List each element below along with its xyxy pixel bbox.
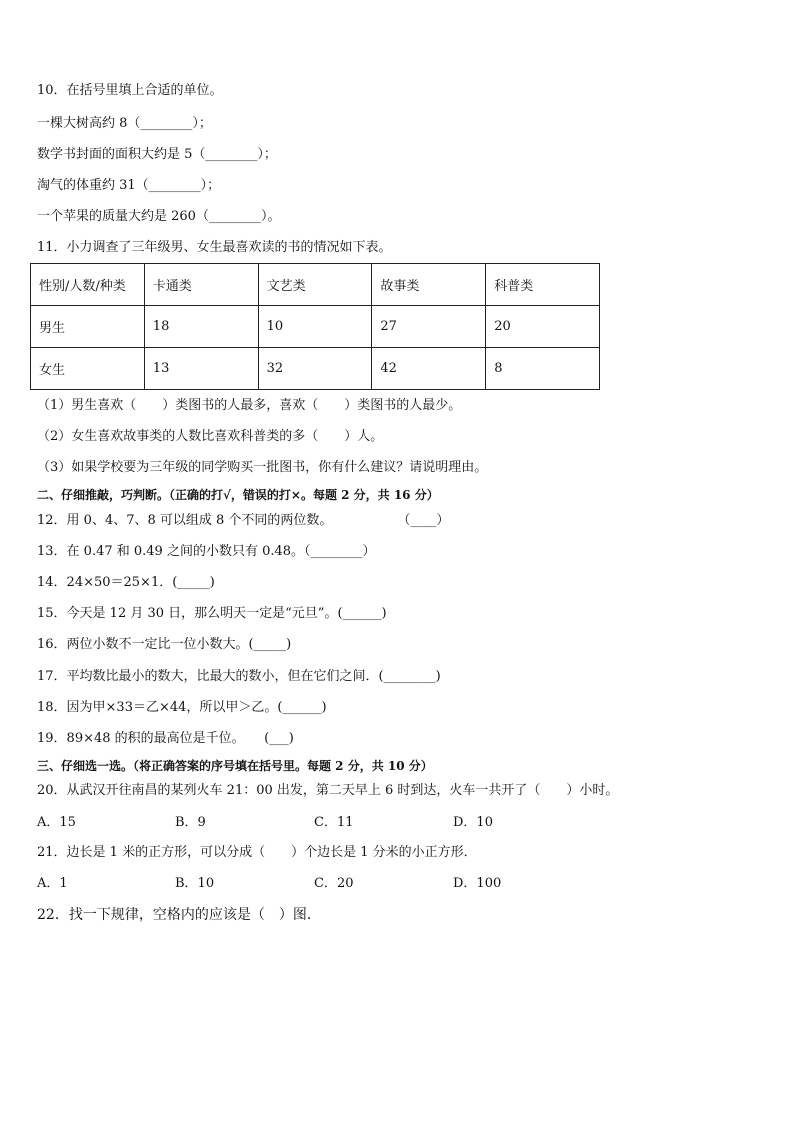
section3-heading: 三、仔细选一选。（将正确答案的序号填在括号里。每题 2 分，共 10 分） [37, 759, 433, 773]
q18: 18．因为甲×33＝乙×44，所以甲＞乙。(______) [37, 700, 327, 715]
table-cell: 男生 [31, 306, 145, 348]
q19: 19．89×48 的积的最高位是千位。 (___) [37, 731, 294, 746]
table-header-row [31, 264, 600, 306]
q20-option-a: A．15 [37, 815, 76, 830]
q21-option-a: A．1 [37, 876, 68, 891]
table-header-cell: 科普类 [486, 264, 600, 306]
table-row [31, 348, 600, 390]
q20-option-c: C．11 [314, 815, 354, 830]
q11-sub-1: （1）男生喜欢（ ）类图书的人最多，喜欢（ ）类图书的人最少。 [37, 398, 462, 413]
q15: 15．今天是 12 月 30 日，那么明天一定是“元旦”。(______) [37, 606, 387, 621]
q10-item-1: 一棵大树高约 8（________）； [37, 116, 212, 131]
table-cell: 42 [372, 348, 486, 390]
q10-item-3: 淘气的体重约 31（________）； [37, 178, 221, 193]
q11-sub-3: （3）如果学校要为三年级的同学购买一批图书，你有什么建议？请说明理由。 [37, 460, 488, 475]
q21-option-d: D．100 [453, 876, 502, 891]
table-cell: 10 [258, 306, 372, 348]
table-cell: 13 [144, 348, 258, 390]
q11-title: 11．小力调查了三年级男、女生最喜欢读的书的情况如下表。 [37, 240, 392, 255]
table-row [31, 306, 600, 348]
table-header-cell: 卡通类 [144, 264, 258, 306]
table-cell: 女生 [31, 348, 145, 390]
q21-option-c: C．20 [314, 876, 354, 891]
q12: 12．用 0、4、7、8 可以组成 8 个不同的两位数。 （____） [37, 513, 450, 528]
q10-title: 10．在括号里填上合适的单位。 [37, 83, 223, 98]
table-cell: 20 [486, 306, 600, 348]
q10-item-4: 一个苹果的质量大约是 260（________）。 [37, 209, 281, 224]
survey-table [30, 263, 600, 390]
q22: 22．找一下规律，空格内的应该是（ ）图． [37, 907, 321, 923]
table-header-cell: 文艺类 [258, 264, 372, 306]
q16: 16．两位小数不一定比一位小数大。(_____) [37, 637, 292, 652]
q14: 14．24×50＝25×1．(_____) [37, 575, 215, 590]
table-cell: 8 [486, 348, 600, 390]
q17: 17．平均数比最小的数大，比最大的数小，但在它们之间．(________) [37, 669, 441, 684]
q11-sub-2: （2）女生喜欢故事类的人数比喜欢科普类的多（ ）人。 [37, 429, 384, 444]
table-cell: 18 [144, 306, 258, 348]
q10-item-2: 数学书封面的面积大约是 5（________）； [37, 147, 277, 162]
table-header-cell: 故事类 [372, 264, 486, 306]
q21-option-b: B．10 [175, 876, 215, 891]
q21: 21．边长是 1 米的正方形，可以分成（ ）个边长是 1 分米的小正方形． [37, 845, 477, 860]
table-cell: 27 [372, 306, 486, 348]
q13: 13．在 0.47 和 0.49 之间的小数只有 0.48。（________） [37, 544, 376, 559]
q20-option-d: D．10 [453, 815, 493, 830]
section2-heading: 二、仔细推敲，巧判断。（正确的打√，错误的打×。每题 2 分，共 16 分） [37, 488, 439, 502]
table-cell: 32 [258, 348, 372, 390]
table-header-cell: 性别/人数/种类 [31, 264, 145, 306]
q20-option-b: B．9 [175, 815, 206, 830]
q20: 20．从武汉开往南昌的某列火车 21：00 出发，第二天早上 6 时到达，火车一共开了（ ）小时。 [37, 783, 619, 798]
